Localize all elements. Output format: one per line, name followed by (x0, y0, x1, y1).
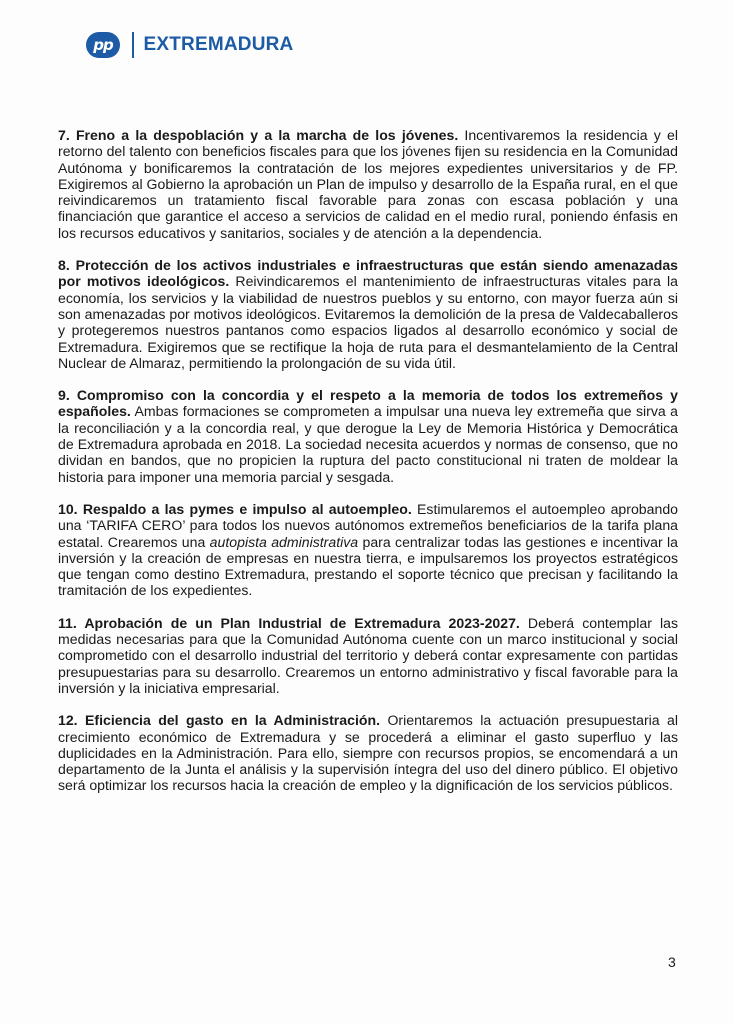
paragraph-12 (58, 712, 678, 793)
document-body (58, 127, 678, 810)
document-header (86, 32, 293, 58)
paragraph-title: 9. Compromiso con la concordia y el respeto a la memoria de todos los extremeños y españoles. (58, 387, 678, 420)
paragraph-10 (58, 501, 678, 599)
paragraph-9 (58, 387, 678, 485)
paragraph-text: Estimularemos el autoempleo aprobando una ‘TARIFA CERO’ para todos los nuevos autónomos extremeños beneficiarios de la tarifa plana estatal. Crearemos una (58, 500, 678, 550)
header-divider (132, 32, 134, 58)
paragraph-7 (58, 127, 678, 241)
paragraph-text: Reivindicaremos el mantenimiento de infraestructuras vitales para la economía, los servicios y la viabilidad de nuestros pueblos y su entorno, con mayor fuerza aún si son amenazadas por motivos ideológicos. Evitaremos la demolición de la presa de Valdecaballeros y protegeremos nuestros pantanos como espacios ligados al desarrollo económico y social de Extremadura. Exigiremos que se rectifique la hoja de ruta para el desmantelamiento de la Central Nuclear de Almaraz, permitiendo la prolongación de su vida útil. (58, 273, 678, 371)
paragraph-text: Ambas formaciones se comprometen a impulsar una nueva ley extremeña que sirva a la reconciliación y a la concordia real, y que derogue la Ley de Memoria Histórica y Democrática de Extremadura aprobada en 2018. La sociedad necesita acuerdos y normas de consenso, que no dividan en bandos, que no propicien la ruptura del pacto constitucional ni traten de moldear la historia para imponer una memoria parcial y sesgada. (58, 403, 678, 485)
paragraph-title: 7. Freno a la despoblación y a la marcha de los jóvenes. (58, 127, 459, 143)
paragraph-11 (58, 615, 678, 696)
paragraph-title: 12. Eficiencia del gasto en la Administración. (58, 712, 381, 729)
paragraph-text: para centralizar todas las gestiones e incentivar la inversión y la creación de empresas en nuestra tierra, e impulsaremos los proyectos estratégicos que tengan como destino Extremadura, prestando el soporte técnico que precisan y facilitando la tramitación de los expedientes. (58, 533, 678, 599)
brand-name: EXTREMADURA (143, 34, 294, 55)
paragraph-8 (58, 257, 678, 371)
paragraph-text: Orientaremos la actuación presupuestaria al crecimiento económico de Extremadura y se procederá a eliminar el gasto superfluo y las duplicidades en la Administración. Para ello, siempre con recursos propios, se encomendará a un departamento de la Junta el análisis y la supervisión íntegra del uso del dinero público. El objetivo será optimizar los recursos hacia la creación de empleo y la dignificación de los servicios públicos. (58, 712, 678, 794)
page-number: 3 (668, 954, 676, 970)
paragraph-title: 11. Aprobación de un Plan Industrial de Extremadura 2023-2027. (58, 614, 520, 631)
pp-logo: pp (86, 32, 120, 58)
paragraph-title: 8. Protección de los activos industriales e infraestructuras que están siendo amenazadas por motivos ideológicos. (58, 257, 678, 290)
paragraph-text: Incentivaremos la residencia y el retorno del talento con beneficios fiscales para que los jóvenes fijen su residencia en la Comunidad Autónoma y bonificaremos la contratación de los mejores expedientes universitarios y de FP. Exigiremos al Gobierno la aprobación un Plan de impulso y desarrollo de la España rural, en el que reivindicaremos un tratamiento fiscal favorable para zonas con escasa población y una financiación que garantice el acceso a servicios de calidad en el medio rural, poniendo énfasis en los recursos educativos y sanitarios, sociales y de atención a la dependencia. (58, 127, 678, 241)
paragraph-emphasis: autopista administrativa (209, 533, 359, 550)
paragraph-title: 10. Respaldo a las pymes e impulso al autoempleo. (58, 500, 412, 517)
paragraph-text: Deberá contemplar las medidas necesarias para que la Comunidad Autónoma cuente con un marco institucional y social comprometido con el desarrollo industrial del territorio y deberá contar expresamente con partidas presupuestarias para su desarrollo. Crearemos un entorno administrativo y fiscal favorable para la inversión y la iniciativa empresarial. (58, 614, 678, 696)
